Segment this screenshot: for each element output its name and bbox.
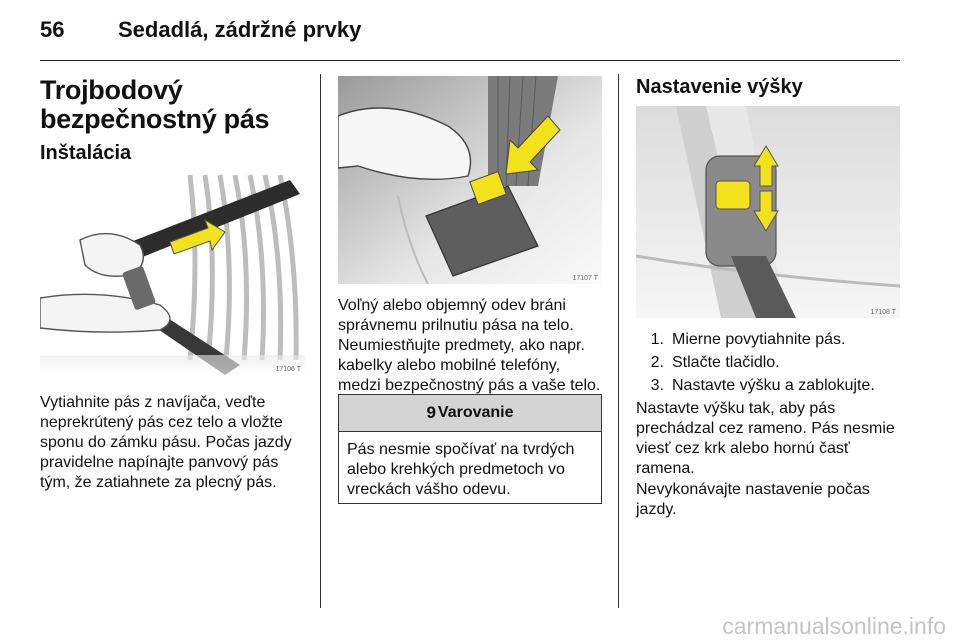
watermark: carmanualsonline.info — [722, 613, 946, 639]
subsection-heading: Inštalácia — [40, 142, 132, 164]
text-line: viesť cez krk alebo hornú časť — [636, 440, 850, 457]
warning-box — [338, 394, 602, 504]
figure-code: 17106 T — [275, 366, 301, 373]
text-line: alebo krehkých predmetoch vo — [347, 461, 565, 478]
warning-triangle-icon: 9 — [426, 403, 436, 422]
column-divider-right — [618, 74, 619, 608]
list-item: 1. Mierne povytiahnite pás. — [650, 331, 846, 348]
figure-belt-installation — [40, 170, 305, 375]
text-line: vreckách vášho odevu. — [347, 481, 511, 498]
text-line: prechádzal cez rameno. Pás nesmie — [636, 420, 895, 437]
page-number: 56 — [40, 17, 65, 42]
adjustment-steps — [636, 330, 926, 399]
column-divider-left — [320, 74, 321, 608]
list-item: 3. Nastavte výšku a zablokujte. — [650, 377, 875, 394]
text-line: pravidelne napínajte panvový pás — [40, 454, 279, 471]
height-adjust-heading: Nastavenie výšky — [636, 76, 803, 98]
text-line: Vytiahnite pás z navíjača, veďte — [40, 394, 266, 411]
text-line: Pás nesmie spočívať na tvrdých — [347, 441, 575, 458]
list-item: 2. Stlačte tlačidlo. — [650, 354, 780, 371]
figure-buckle — [338, 76, 602, 284]
installation-paragraph — [40, 393, 310, 493]
driving-note-paragraph — [636, 480, 926, 520]
text-line: tým, že zatiahnete za plecný pás. — [40, 474, 277, 491]
text-line: kabelky alebo mobilné telefóny, — [338, 357, 561, 374]
text-line: neprekrútený pás cez telo a vložte — [40, 414, 283, 431]
section-title: Sedadlá, zádržné prvky — [118, 17, 362, 42]
text-line: jazdy. — [636, 501, 677, 518]
section-heading: Trojbodový bezpečnostný pás — [40, 75, 270, 134]
text-line: medzi bezpečnostný pás a vaše telo. — [338, 377, 601, 394]
text-line: správnemu prilnutiu pása na telo. — [338, 317, 574, 334]
clothing-paragraph — [338, 296, 608, 396]
text-line: Neumiestňujte predmety, ako napr. — [338, 337, 585, 354]
text-line: sponu do zámku pásu. Počas jazdy — [40, 434, 292, 451]
figure-code: 17108 T — [870, 309, 896, 316]
text-line: Voľný alebo objemný odev bráni — [338, 297, 566, 314]
warning-title: Varovanie — [437, 404, 514, 421]
figure-height-adjuster — [636, 106, 900, 318]
warning-header — [339, 395, 601, 432]
text-line: Nevykonávajte nastavenie počas — [636, 481, 870, 498]
header-rule — [40, 60, 900, 61]
text-line: Nastavte výšku tak, aby pás — [636, 400, 836, 417]
figure-code: 17107 T — [572, 275, 598, 282]
height-paragraph — [636, 399, 926, 479]
warning-text — [339, 432, 601, 500]
text-line: ramena. — [636, 460, 695, 477]
